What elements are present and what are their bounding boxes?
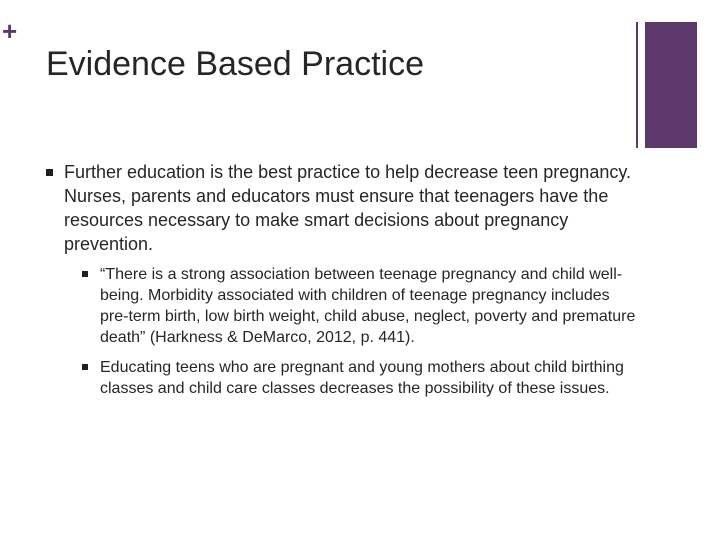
square-bullet-icon <box>82 364 88 370</box>
square-bullet-icon <box>46 169 53 176</box>
bullet-list <box>46 160 636 408</box>
bullet-text: Further education is the best practice to help decrease teen pregnancy. Nurses, parents and educators must ensure that teenagers have the resources necessary to make smart decisions about pregnancy prevention. <box>64 162 632 254</box>
sub-bullet-item <box>82 357 636 399</box>
accent-block <box>645 22 697 148</box>
square-bullet-icon <box>82 271 88 277</box>
sub-bullet-list <box>64 264 636 399</box>
sub-bullet-text: Educating teens who are pregnant and young mothers about child birthing classes and child care classes decreases the possibility of these issues. <box>100 359 624 397</box>
sub-bullet-item <box>82 264 636 348</box>
slide-title: Evidence Based Practice <box>46 45 424 83</box>
bullet-item <box>46 160 636 399</box>
corner-plus-mark: + <box>2 16 18 46</box>
accent-line <box>636 22 638 148</box>
sub-bullet-text: “There is a strong association between teenage pregnancy and child well-being. Morbidity associated with children of teenage pregnancy includes pre-term birth, low birth weight, child abuse, neglect, poverty and premature death” (Harkness & DeMarco, 2012, p. 441). <box>100 266 636 346</box>
